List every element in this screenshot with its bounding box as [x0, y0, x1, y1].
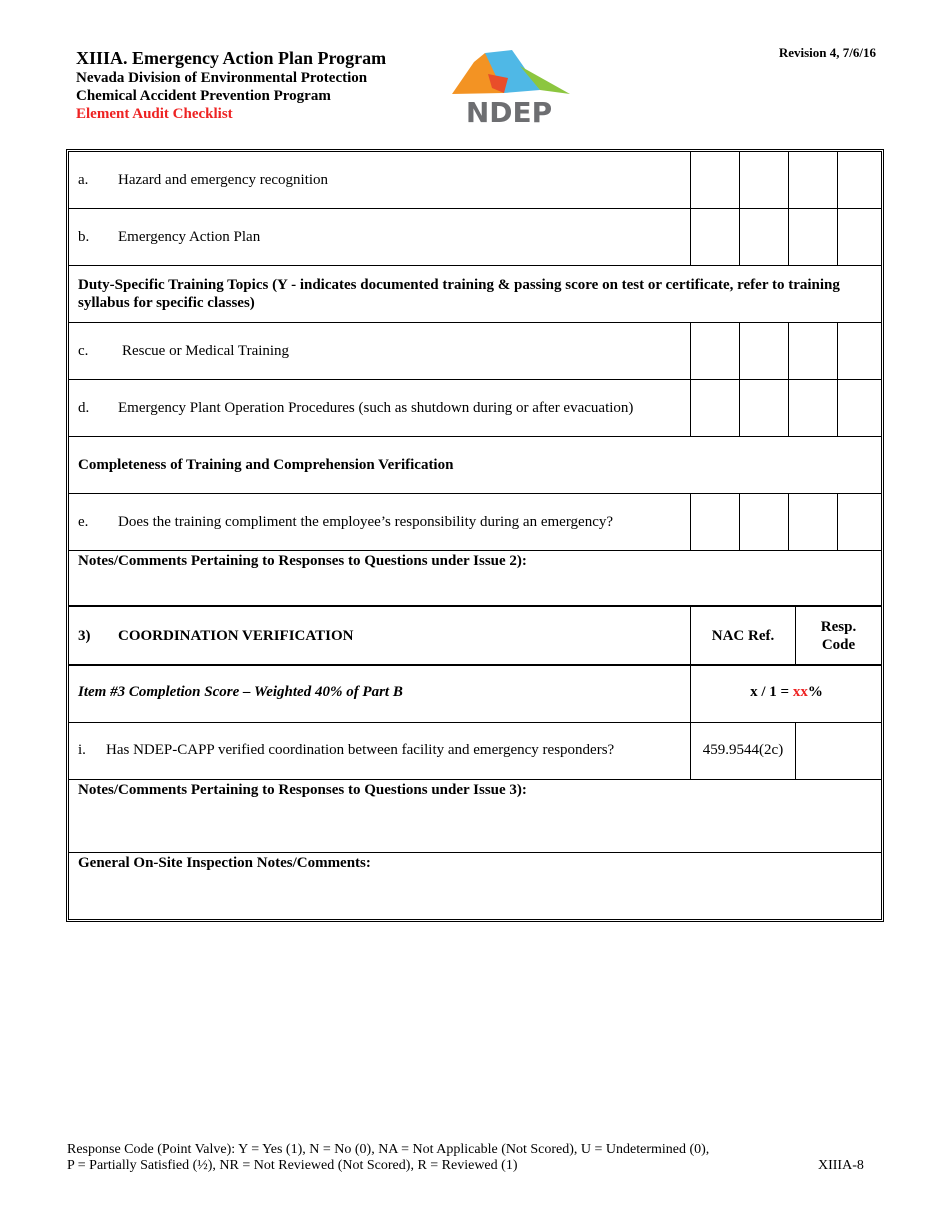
row-a-text: Hazard and emergency recognition	[118, 172, 329, 188]
document-title: XIIIA. Emergency Action Plan Program	[76, 48, 387, 68]
row-c-letter: c.	[78, 343, 89, 359]
row-b-letter: b.	[78, 229, 90, 245]
response-cell[interactable]	[740, 152, 788, 208]
program-name: Chemical Accident Prevention Program	[76, 88, 331, 104]
checklist-name: Element Audit Checklist	[76, 106, 233, 122]
legend-line-1: Response Code (Point Valve): Y = Yes (1), N = No (0), NA = Not Applicable (Not Scored), U = Undetermined (0),	[67, 1142, 710, 1157]
notes-issue-2-label: Notes/Comments Pertaining to Responses to Questions under Issue 2):	[78, 553, 527, 569]
response-cell[interactable]	[838, 380, 881, 436]
response-cell[interactable]	[789, 494, 837, 550]
table-row-a	[69, 152, 881, 209]
response-cell[interactable]	[789, 323, 837, 379]
response-cell[interactable]	[838, 209, 881, 265]
resp-code-header-line1: Resp.	[820, 619, 857, 635]
row-i-nac-ref: 459.9544(2c)	[702, 742, 784, 758]
response-cell[interactable]	[789, 209, 837, 265]
nac-ref-header: NAC Ref.	[711, 628, 775, 644]
response-cell[interactable]	[796, 723, 881, 779]
table-row-b	[69, 209, 881, 266]
row-e-letter: e.	[78, 514, 89, 530]
ndep-logo	[452, 48, 570, 126]
section-3-title: COORDINATION VERIFICATION	[118, 628, 354, 644]
response-cell[interactable]	[838, 152, 881, 208]
row-i-text: Has NDEP-CAPP verified coordination between facility and emergency responders?	[106, 742, 615, 758]
response-cell[interactable]	[838, 323, 881, 379]
table-row-d	[69, 380, 881, 437]
notes-issue-3-label: Notes/Comments Pertaining to Responses to Questions under Issue 3):	[78, 782, 527, 798]
resp-code-header-line2: Code	[821, 637, 856, 653]
legend-line-2: P = Partially Satisfied (½), NR = Not Reviewed (Not Scored), R = Reviewed (1)	[67, 1158, 518, 1173]
notes-issue-3-row[interactable]	[69, 780, 881, 853]
revision-label: Revision 4, 7/6/16	[778, 45, 876, 60]
checklist-table	[66, 149, 884, 922]
notes-issue-2-row[interactable]	[69, 551, 881, 607]
row-a-letter: a.	[78, 172, 89, 188]
page-number: XIIIA-8	[818, 1158, 864, 1173]
section-3-number: 3)	[78, 628, 91, 644]
general-notes-label: General On-Site Inspection Notes/Comments:	[78, 855, 371, 871]
table-row-e	[69, 494, 881, 551]
duty-specific-heading: Duty-Specific Training Topics (Y - indicates documented training & passing score on test or certificate, refer to training syllabus for specific classes)	[78, 277, 840, 311]
completeness-heading-row	[69, 437, 881, 494]
general-notes-row[interactable]	[69, 853, 881, 919]
table-row-i	[69, 723, 881, 780]
duty-specific-heading-row	[69, 266, 881, 323]
response-cell[interactable]	[691, 323, 739, 379]
response-code-legend	[67, 1142, 709, 1174]
row-d-letter: d.	[78, 400, 90, 416]
response-cell[interactable]	[691, 380, 739, 436]
completion-score-label: Item #3 Completion Score – Weighted 40% of Part B	[78, 684, 403, 700]
table-row-c	[69, 323, 881, 380]
response-cell[interactable]	[789, 152, 837, 208]
response-cell[interactable]	[740, 380, 788, 436]
response-cell[interactable]	[838, 494, 881, 550]
row-c-text: Rescue or Medical Training	[122, 343, 290, 359]
response-cell[interactable]	[740, 323, 788, 379]
row-i-letter: i.	[78, 742, 86, 758]
section-3-header-row	[69, 607, 881, 666]
response-cell[interactable]	[691, 209, 739, 265]
response-cell[interactable]	[691, 152, 739, 208]
row-d-text: Emergency Plant Operation Procedures (such as shutdown during or after evacuation)	[118, 400, 634, 416]
completeness-heading: Completeness of Training and Comprehension Verification	[78, 457, 454, 473]
response-cell[interactable]	[740, 209, 788, 265]
response-cell[interactable]	[740, 494, 788, 550]
completion-score-value: x / 1 = xx%	[750, 684, 823, 700]
row-b-text: Emergency Action Plan	[118, 229, 261, 245]
completion-score-row	[69, 666, 881, 723]
response-cell[interactable]	[691, 494, 739, 550]
agency-name: Nevada Division of Environmental Protection	[76, 70, 368, 86]
row-e-text: Does the training compliment the employee’s responsibility during an emergency?	[118, 514, 614, 530]
response-cell[interactable]	[789, 380, 837, 436]
logo-text: NDEP	[465, 96, 553, 126]
